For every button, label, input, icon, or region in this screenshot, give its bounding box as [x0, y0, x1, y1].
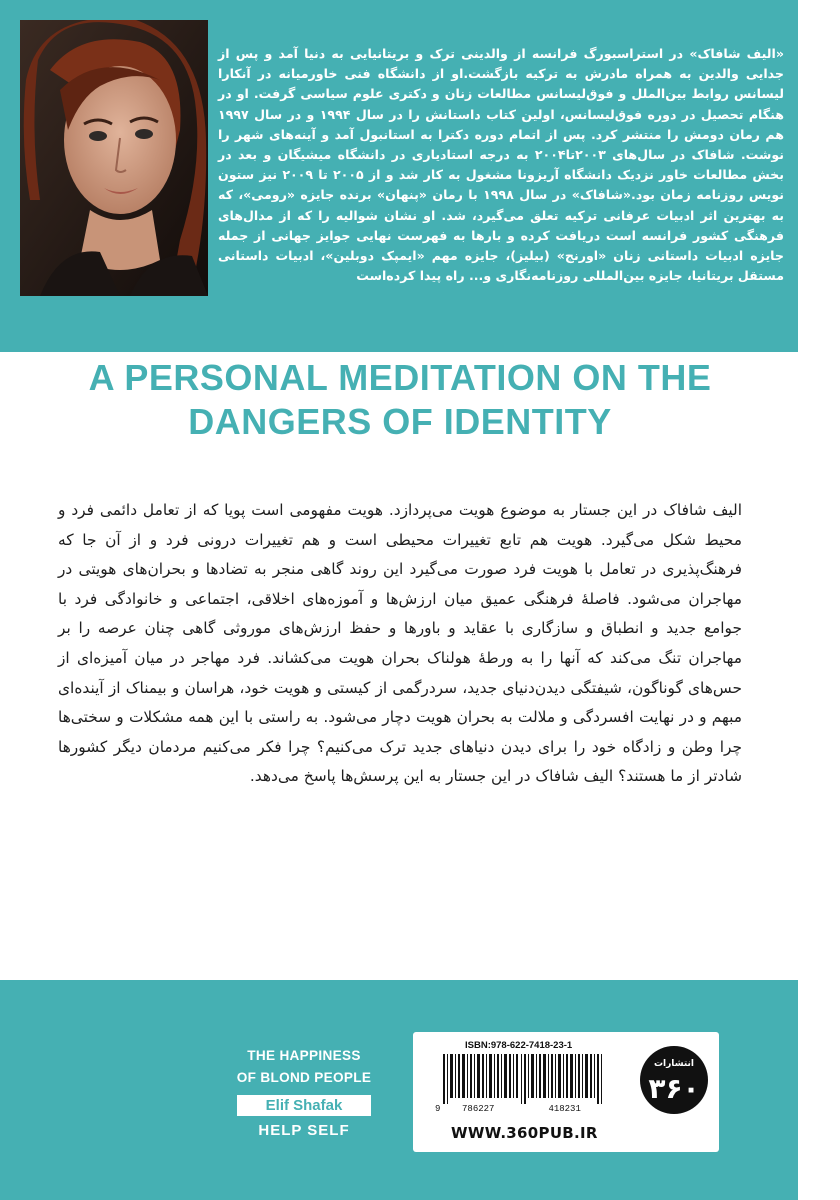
author-name-badge: Elif Shafak: [237, 1095, 371, 1116]
author-bio-band: [0, 0, 798, 352]
barcode-digits-middle: 786227: [462, 1104, 495, 1114]
author-photo: [20, 20, 208, 296]
english-title-line-2: OF BLOND PEOPLE: [236, 1070, 372, 1085]
book-description: الیف شافاک در این جستار به موضوع هویت می‌پردازد. هویت مفهومی است پویا که از تعامل دائمی فرد و محیط شکل می‌گیرد. هویت هم تابع تغییرات محیطی است و هم تغییرات درونی فرد و از آن جا که فرهنگ‌پذیری در تعامل با هویت فرد صورت می‌گیرد این روند گاهی منجر به تضادها و بحران‌های هویتی در مهاجران می‌شود. فاصلهٔ فرهنگی عمیق میان ارزش‌ها و آموزه‌های اخلاقی، اجتماعی و خانوادگی فرد با جوامع جدید و انطباق و سازگاری با عقاید و باورها و حفظ ارزش‌های موروثی گاهی چنان عرصه را بر مهاجران تنگ می‌کند که آنها را به ورطهٔ هولناک بحران هویت می‌کشاند. فرد مهاجر در میان آمیزه‌ای از حس‌های گوناگون، شیفتگی دیدن‌دنیای جدید، سردرگمی از کیستی و هویت خود، هراسان و بیمناک از آینده‌ای مبهم و در نهایت افسردگی و ملالت به بحران هویت دچار می‌شود. به راستی با این همه مشکلات و سختی‌ها چرا وطن و زادگاه خود را برای دیدن دنیاهای جدید ترک می‌کنیم؟ چرا فکر می‌کنیم مردمان دیگر کشورها شادتر از ما هستند؟ الیف شافاک در این جستار به این پرسش‌ها پاسخ می‌دهد.: [58, 501, 742, 786]
isbn-label: ISBN:978-622-7418-23-1: [465, 1040, 573, 1051]
barcode-digits-right: 418231: [548, 1104, 581, 1114]
author-portrait-image: [20, 20, 208, 296]
isbn-barcode-panel: [413, 1032, 719, 1152]
english-title-line-1: THE HAPPINESS: [247, 1048, 361, 1063]
series-title-block: [223, 1045, 385, 1142]
publisher-number-text: ۳۶۰: [648, 1072, 700, 1105]
barcode-digit-left: 9: [435, 1104, 441, 1114]
headline-line-2: DANGERS OF IDENTITY: [188, 401, 612, 442]
headline-line-1: A PERSONAL MEDITATION ON THE: [88, 357, 712, 398]
publisher-360-logo: [638, 1044, 710, 1116]
publisher-name-text: انتشارات: [654, 1059, 694, 1069]
barcode-icon: [443, 1054, 613, 1104]
series-collection-label: HELP SELF: [258, 1122, 350, 1139]
cover-headline: [20, 356, 780, 444]
publisher-website: WWW.360PUB.IR: [451, 1124, 598, 1142]
author-biography: «الیف شافاک» در استراسبورگ فرانسه از والدینی ترک و بریتانیایی به دنیا آمد و پس از جدایی والدین به همراه مادرش به ترکیه بازگشت.او از دانشگاه فنی خاورمیانه در آنکارا لیسانس روابط بین‌الملل و فوق‌لیسانس مطالعات زنان و دکتری علوم سیاسی گرفت. او در هنگام تحصیل در دوره فوق‌لیسانس، اولین کتاب داستانش را در سال ۱۹۹۴ و در سال ۱۹۹۷ هم رمان دومش را منتشر کرد. پس از اتمام دوره دکترا به استانبول آمد و آینه‌های شهر را نوشت. شافاک در سال‌های ۲۰۰۳تا۲۰۰۴ به درجه استادیاری در دانشگاه میشیگان و بعد در بخش مطالعات خاور نزدیک دانشگاه آریزونا مشغول به کار شد و از ۲۰۰۵ تا ۲۰۰۹ نیز ستون نویس روزنامه زمان بود.«شافاک» در سال ۱۹۹۸ با رمان «پنهان» برنده جایزه «رومی»، که به بهترین اثر ادبیات عرفانی ترکیه تعلق می‌گیرد، شد. او نشان شوالیه را که از مدال‌های فرهنگی کشور فرانسه است دریافت کرده و بارها به فهرست نهایی جوایز جهانی از جمله جایزه ادبیات داستانی زنان «اورنج» (بیلیز)، جایزه مهم «ایمپک دوبلین»، ادبیات داستانی مستقل بریتانیا، جایزه بین‌المللی روزنامه‌نگاری و... راه پیدا کرده‌است: [218, 46, 784, 284]
barcode-digits: [435, 1104, 615, 1114]
